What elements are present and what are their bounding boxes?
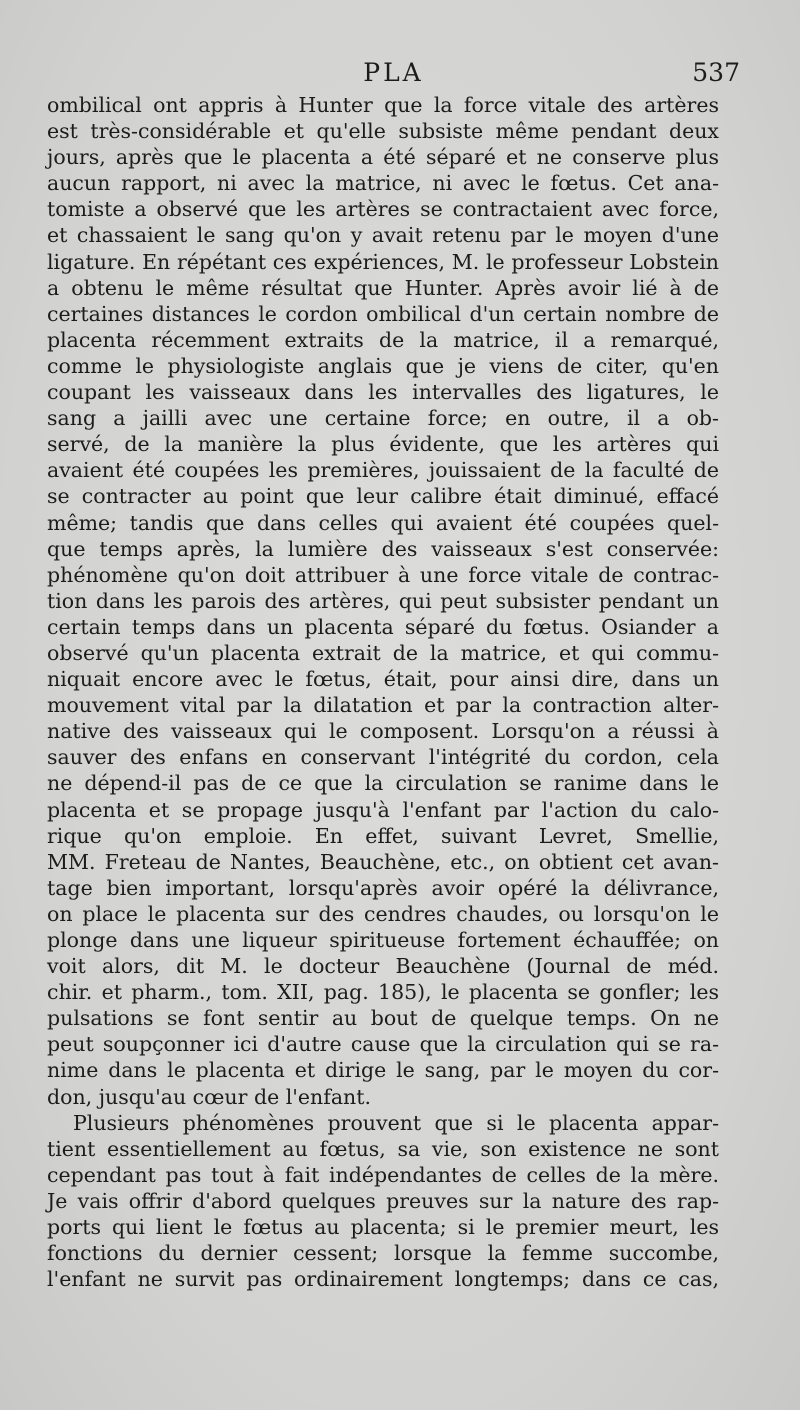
text-line: MM. Freteau de Nantes, Beauchène, etc., on obtient cet avan- — [47, 849, 719, 874]
text-line: jours, après que le placenta a été séparé et ne conserve plus — [47, 145, 719, 170]
text-line: rique qu'on emploie. En effet, suivant Levret, Smellie, — [47, 823, 719, 848]
text-line: pulsations se font sentir au bout de quelque temps. On ne — [47, 1006, 719, 1031]
text-line: niquait encore avec le fœtus, était, pour ainsi dire, dans un — [47, 667, 719, 692]
text-line: voit alors, dit M. le docteur Beauchène (Journal de méd. — [47, 954, 719, 979]
text-line: phénomène qu'on doit attribuer à une force vitale de contrac- — [47, 562, 719, 587]
text-line: servé, de la manière la plus évidente, que les artères qui — [47, 432, 719, 457]
body-text — [47, 92, 719, 1292]
text-line: tomiste a observé que les artères se contractaient avec force, — [47, 197, 719, 222]
text-line: sauver des enfans en conservant l'intégrité du cordon, cela — [47, 745, 719, 770]
text-line: tage bien important, lorsqu'après avoir opéré la délivrance, — [47, 875, 719, 900]
text-line: tion dans les parois des artères, qui peut subsister pendant un — [47, 588, 719, 613]
text-line: tient essentiellement au fœtus, sa vie, son existence ne sont — [47, 1136, 719, 1161]
text-line: peut soupçonner ici d'autre cause que la circulation qui se ra- — [47, 1032, 719, 1057]
text-line: ports qui lient le fœtus au placenta; si le premier meurt, les — [47, 1215, 719, 1240]
text-line: aucun rapport, ni avec la matrice, ni avec le fœtus. Cet ana- — [47, 171, 719, 196]
text-line: observé qu'un placenta extrait de la matrice, et qui commu- — [47, 640, 719, 665]
text-line: mouvement vital par la dilatation et par la contraction alter- — [47, 693, 719, 718]
text-line: que temps après, la lumière des vaisseaux s'est conservée: — [47, 536, 719, 561]
text-line: ombilical ont appris à Hunter que la force vitale des artères — [47, 93, 719, 117]
text-line: ne dépend-il pas de ce que la circulation se ranime dans le — [47, 771, 719, 796]
text-line: avaient été coupées les premières, jouissaient de la faculté de — [47, 458, 719, 483]
text-line: coupant les vaisseaux dans les intervalles des ligatures, le — [47, 380, 719, 405]
text-line: se contracter au point que leur calibre était diminué, effacé — [47, 484, 719, 509]
text-line: nime dans le placenta et dirige le sang, par le moyen du cor- — [47, 1058, 719, 1083]
text-line: cependant pas tout à fait indépendantes de celles de la mère. — [47, 1162, 719, 1187]
text-line: chir. et pharm., tom. XII, pag. 185), le placenta se gonfler; les — [47, 980, 719, 1005]
page-number: 537 — [692, 58, 740, 87]
text-line: don, jusqu'au cœur de l'enfant. — [47, 1084, 372, 1109]
text-line: placenta et se propage jusqu'à l'enfant par l'action du calo- — [47, 797, 719, 822]
text-line: est très-considérable et qu'elle subsiste même pendant deux — [47, 119, 719, 144]
text-line: l'enfant ne survit pas ordinairement longtemps; dans ce cas, — [47, 1267, 719, 1292]
running-head: PLA — [363, 58, 424, 87]
text-line: certain temps dans un placenta séparé du fœtus. Osiander a — [47, 614, 719, 639]
text-line: a obtenu le même résultat que Hunter. Après avoir lié à de — [47, 275, 719, 300]
text-line: sang a jailli avec une certaine force; en outre, il a ob- — [47, 406, 719, 431]
text-line: et chassaient le sang qu'on y avait retenu par le moyen d'une — [47, 223, 719, 248]
text-line: fonctions du dernier cessent; lorsque la femme succombe, — [47, 1241, 719, 1266]
text-line: ligature. En répétant ces expériences, M. le professeur Lobstein — [47, 249, 719, 274]
text-line: plonge dans une liqueur spiritueuse fortement échauffée; on — [47, 928, 719, 952]
text-line: Je vais offrir d'abord quelques preuves sur la nature des rap- — [47, 1188, 719, 1213]
text-line: placenta récemment extraits de la matrice, il a remarqué, — [47, 327, 719, 352]
page-header — [47, 58, 740, 92]
text-line: native des vaisseaux qui le composent. Lorsqu'on a réussi à — [47, 719, 719, 744]
text-line: même; tandis que dans celles qui avaient été coupées quel- — [47, 510, 719, 535]
text-line: comme le physiologiste anglais que je viens de citer, qu'en — [47, 353, 719, 378]
text-line: certaines distances le cordon ombilical d'un certain nombre de — [47, 301, 719, 326]
text-line: Plusieurs phénomènes prouvent que si le placenta appar- — [73, 1110, 719, 1135]
text-line: on place le placenta sur des cendres chaudes, ou lorsqu'on le — [47, 901, 719, 926]
